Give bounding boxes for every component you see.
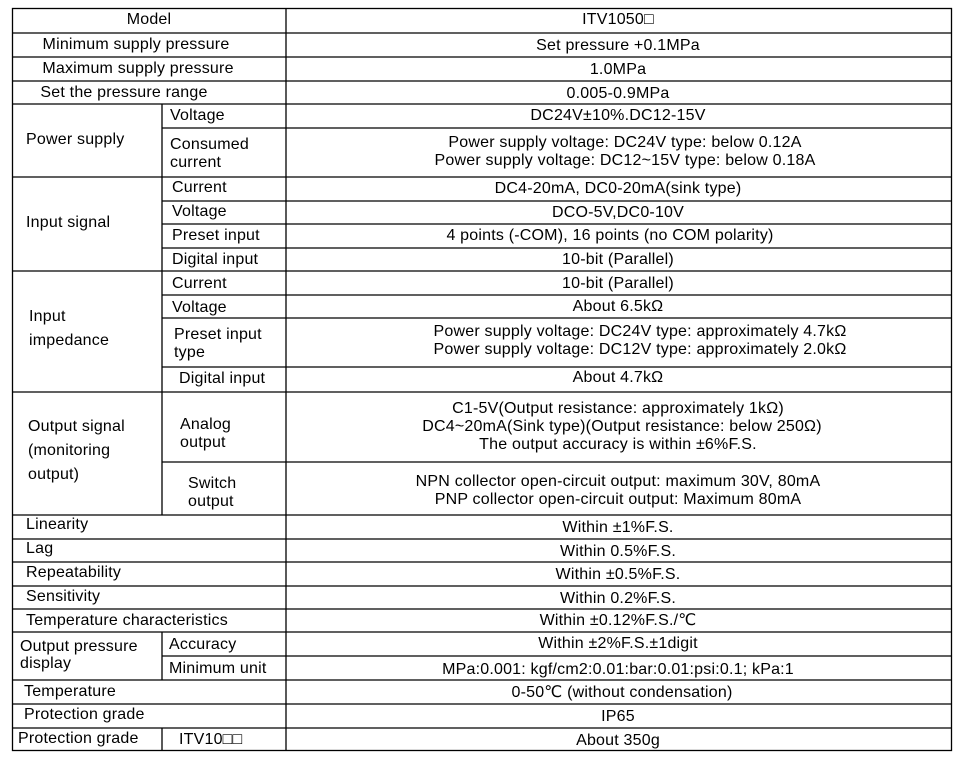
input-digital-label: Digital input: [172, 251, 259, 268]
analog-label-2: output: [180, 434, 226, 451]
input-signal-label: Input signal: [26, 214, 111, 231]
impedance-current-value: 10-bit (Parallel): [562, 275, 674, 292]
weight-value: About 350g: [576, 732, 660, 749]
impedance-label-2: impedance: [29, 332, 110, 349]
lag-label: Lag: [26, 540, 54, 557]
impedance-preset-label-2: type: [174, 344, 206, 361]
impedance-current-label: Current: [172, 275, 227, 292]
switch-value-2: PNP collector open-circuit output: Maximum 80mA: [434, 491, 802, 508]
impedance-voltage-label: Voltage: [172, 299, 227, 316]
protection-value: IP65: [601, 708, 635, 725]
impedance-voltage-value: About 6.5kΩ: [572, 298, 664, 315]
analog-value-3: The output accuracy is within ±6%F.S.: [479, 436, 757, 453]
output-signal-label-1: Output signal: [28, 418, 125, 435]
output-signal-label-2: (monitoring: [28, 442, 111, 459]
accuracy-value: Within ±2%F.S.±1digit: [538, 635, 698, 652]
weight-label: Protection grade: [18, 730, 139, 747]
model-label: Model: [126, 11, 172, 28]
min-unit-label: Minimum unit: [169, 660, 267, 677]
analog-label-1: Analog: [180, 416, 232, 433]
sensitivity-value: Within 0.2%F.S.: [560, 590, 676, 607]
linearity-label: Linearity: [26, 516, 89, 533]
repeatability-label: Repeatability: [26, 564, 122, 581]
temp-char-label: Temperature characteristics: [26, 612, 228, 629]
switch-value-1: NPN collector open-circuit output: maximum 30V, 80mA: [415, 473, 821, 490]
linearity-value: Within ±1%F.S.: [562, 519, 674, 536]
input-voltage-value: DCO-5V,DC0-10V: [551, 204, 685, 221]
input-digital-value: 10-bit (Parallel): [562, 251, 674, 268]
input-current-value: DC4-20mA, DC0-20mA(sink type): [494, 180, 742, 197]
consumed-label-2: current: [170, 154, 222, 171]
pressure-range-value: 0.005-0.9MPa: [566, 85, 670, 102]
output-display-label-2: display: [20, 655, 72, 672]
max-supply-value: 1.0MPa: [589, 61, 647, 78]
accuracy-label: Accuracy: [169, 636, 237, 653]
impedance-digital-value: About 4.7kΩ: [572, 369, 664, 386]
temperature-label: Temperature: [24, 683, 117, 700]
switch-label-1: Switch: [188, 475, 237, 492]
impedance-preset-value-1: Power supply voltage: DC24V type: approximately 4.7kΩ: [433, 323, 847, 340]
repeatability-value: Within ±0.5%F.S.: [555, 566, 681, 583]
temperature-value: 0-50℃ (without condensation): [511, 684, 733, 701]
min-supply-value: Set pressure +0.1MPa: [536, 37, 700, 54]
power-voltage-label: Voltage: [170, 107, 225, 124]
input-preset-label: Preset input: [172, 227, 260, 244]
impedance-label-1: Input: [29, 308, 66, 325]
switch-label-2: output: [188, 493, 234, 510]
consumed-value-2: Power supply voltage: DC12~15V type: below 0.18A: [434, 152, 816, 169]
sensitivity-label: Sensitivity: [26, 588, 101, 605]
input-current-label: Current: [172, 179, 227, 196]
protection-label: Protection grade: [24, 706, 145, 723]
power-supply-label: Power supply: [26, 131, 125, 148]
lag-value: Within 0.5%F.S.: [560, 543, 676, 560]
analog-value-2: DC4~20mA(Sink type)(Output resistance: below 250Ω): [422, 418, 822, 435]
temp-char-value: Within ±0.12%F.S./℃: [539, 612, 697, 629]
input-preset-value: 4 points (-COM), 16 points (no COM polarity): [446, 227, 774, 244]
weight-sublabel: ITV10□□: [179, 731, 243, 748]
max-supply-label: Maximum supply pressure: [42, 60, 234, 77]
pressure-range-label: Set the pressure range: [40, 84, 208, 101]
power-voltage-value: DC24V±10%.DC12-15V: [530, 107, 706, 124]
impedance-digital-label: Digital input: [179, 370, 266, 387]
min-unit-value: MPa:0.001: kgf/cm2:0.01:bar:0.01:psi:0.1; kPa:1: [442, 661, 794, 678]
impedance-preset-value-2: Power supply voltage: DC12V type: approximately 2.0kΩ: [433, 341, 847, 358]
output-display-label-1: Output pressure: [20, 638, 138, 655]
consumed-label-1: Consumed: [170, 136, 249, 153]
consumed-value-1: Power supply voltage: DC24V type: below 0.12A: [448, 134, 802, 151]
min-supply-label: Minimum supply pressure: [42, 36, 230, 53]
input-voltage-label: Voltage: [172, 203, 227, 220]
model-value: ITV1050□: [582, 11, 654, 28]
output-signal-label-3: output): [28, 466, 80, 483]
analog-value-1: C1-5V(Output resistance: approximately 1kΩ): [452, 400, 784, 417]
impedance-preset-label-1: Preset input: [174, 326, 262, 343]
